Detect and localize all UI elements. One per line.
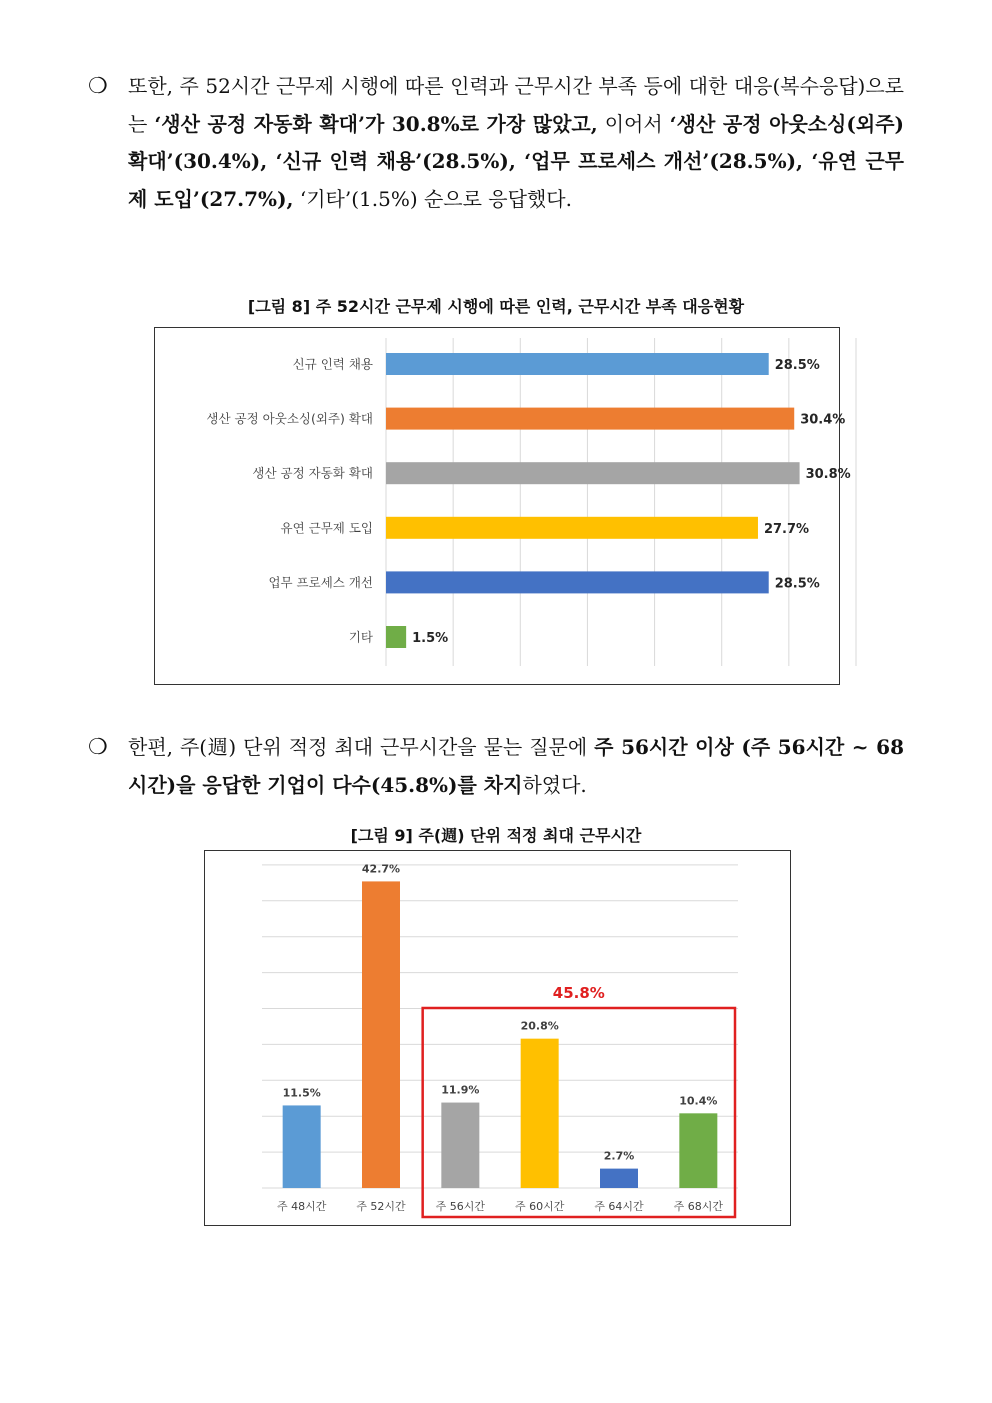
category-label: 주 68시간 [673, 1200, 724, 1213]
bar [386, 408, 794, 430]
p1-bold-2: ‘생산 공정 아웃소싱(외주) 확대’(30.4%), ‘신규 인력 채용’(28.5%), ‘업무 프로세스 개선’(28.5%), ‘유연 근무제 도입’(27.7%), [128, 111, 904, 211]
figure-9-svg [205, 851, 790, 1225]
p1-text-3: ‘기타’(1.5%) 순으로 응답했다. [293, 186, 572, 211]
bar [283, 1105, 321, 1188]
category-label: 주 64시간 [594, 1200, 644, 1213]
p2-text-1: 한편, 주(週) 단위 적정 최대 근무시간을 묻는 질문에 [128, 735, 595, 759]
figure-9-chart [204, 850, 791, 1226]
p2-bold-1: 주 56시간 이상 (주 56시간 ~ 68시간)을 응답한 기업이 다수(45.8%)를 차지 [128, 735, 904, 797]
p1-text-1: 또한, 주 52시간 근무제 시행에 따른 인력과 근무시간 부족 등에 대한 대응(복수응답)으로는 [128, 74, 904, 136]
data-label: 30.4% [800, 412, 846, 428]
category-label: 주 60시간 [514, 1200, 565, 1213]
category-label: 생산 공정 아웃소싱(외주) 확대 [206, 411, 373, 427]
data-label: 20.8% [520, 1019, 559, 1033]
data-label: 28.5% [774, 576, 820, 592]
category-label: 주 56시간 [435, 1200, 486, 1213]
bar [600, 1169, 638, 1188]
figure-9-title: [그림 9] 주(週) 단위 적정 최대 근무시간 [350, 826, 642, 845]
bullet-icon: ❍ [88, 735, 108, 760]
category-label: 생산 공정 자동화 확대 [252, 465, 373, 481]
data-label: 28.5% [774, 358, 820, 373]
category-label: 신규 인력 채용 [292, 356, 373, 372]
p1-bold-1: ‘생산 공정 자동화 확대’가 30.8%로 가장 많았고, [154, 111, 598, 136]
data-label: 42.7% [361, 862, 401, 876]
bar [521, 1039, 559, 1188]
paragraph-2-text [128, 729, 904, 804]
figure-8-title: [그림 8] 주 52시간 근무제 시행에 따른 인력, 근무시간 부족 대응현황 [247, 297, 745, 316]
category-label: 주 48시간 [276, 1200, 327, 1213]
category-label: 유연 근무제 도입 [280, 520, 373, 536]
data-label: 1.5% [412, 631, 449, 646]
p2-text-2: 하였다. [522, 772, 587, 797]
data-label: 10.4% [679, 1094, 718, 1108]
figure-8-chart [154, 327, 851, 685]
paragraph-1-text [128, 68, 904, 218]
p1-text-2: 이어서 [597, 111, 670, 136]
data-label: 11.5% [282, 1086, 321, 1100]
bar [386, 517, 758, 539]
category-label: 주 52시간 [356, 1200, 406, 1213]
bar [441, 1103, 479, 1188]
data-label: 2.7% [603, 1149, 635, 1163]
bar [386, 353, 769, 375]
data-label: 30.8% [805, 467, 851, 483]
bar [362, 881, 400, 1188]
highlight-label: 45.8% [552, 984, 605, 1002]
category-label: 기타 [348, 629, 373, 645]
figure-8-svg [155, 328, 851, 684]
bullet-icon: ❍ [88, 74, 108, 99]
data-label: 11.9% [441, 1083, 480, 1097]
paragraph-2 [88, 729, 904, 804]
bar [679, 1113, 717, 1188]
data-label: 27.7% [763, 521, 810, 537]
bar [386, 462, 800, 484]
bar [386, 626, 406, 648]
bar [386, 571, 769, 593]
paragraph-1 [88, 68, 904, 218]
category-label: 업무 프로세스 개선 [268, 574, 373, 590]
